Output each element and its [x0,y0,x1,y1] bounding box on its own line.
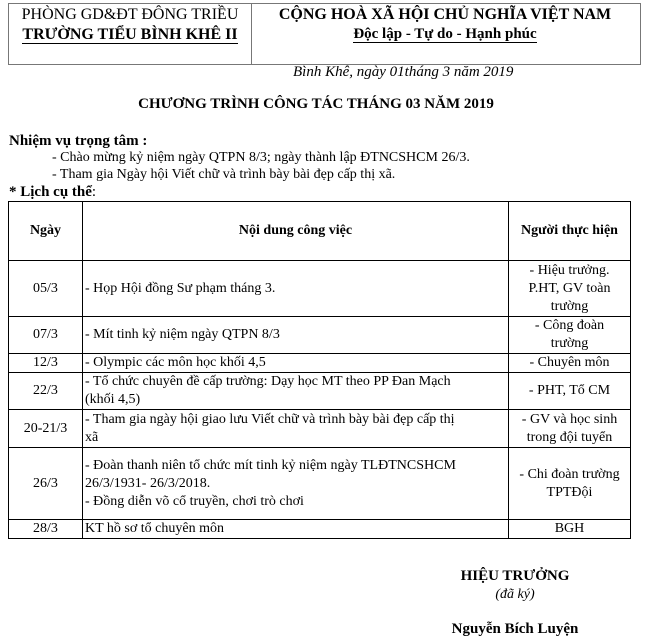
row-day: 12/3 [9,354,83,373]
column-header-day: Ngày [9,202,83,261]
row-content [83,317,509,354]
document-header [0,0,652,68]
row-content-line: - Tham gia ngày hội giao lưu Viết chữ và trình bày bài đẹp cấp thị [85,411,455,427]
table-row [9,448,631,520]
row-content-line: xã [85,429,99,445]
national-motto [250,26,640,43]
row-person [509,261,631,317]
date-line: Bình Khê, ngày 01tháng 3 năm 2019 [293,64,514,80]
national-title: CỘNG HOÀ XÃ HỘI CHỦ NGHĨA VIỆT NAM [278,6,612,23]
row-person-line: - PHT, Tổ CM [528,383,611,398]
row-content [83,354,509,373]
row-person [509,448,631,520]
row-person-line: P.HT, GV toàn [528,280,611,296]
row-day: 20-21/3 [9,410,83,448]
row-content [83,448,509,520]
column-header-content: Nội dung công việc [83,202,509,261]
row-content [83,520,509,539]
row-content-line: - Mít tinh kỷ niệm ngày QTPN 8/3 [85,327,280,342]
row-person-line: - Chi đoàn trường [519,466,620,482]
row-content-line: 26/3/1931- 26/3/2018. [85,475,211,491]
row-content-line: - Tổ chức chuyên đề cấp trường: Dạy học MT theo PP Đan Mạch [85,374,451,389]
row-person-line: trong đội tuyển [526,429,613,445]
row-day: 22/3 [9,373,83,410]
table-row [9,520,631,539]
schedule-body [9,261,631,539]
row-person-line: - Công đoàn [534,318,605,333]
row-content-line: - Olympic các môn học khối 4,5 [85,355,266,370]
row-content-line: - Đồng diễn võ cổ truyền, chơi trò chơi [85,493,304,509]
national-motto-text: Độc lập - Tự do - Hạnh phúc [353,26,537,42]
table-row [9,373,631,410]
row-content-line: (khối 4,5) [85,392,141,407]
row-content-line: - Đoàn thanh niên tổ chức mít tinh kỷ niệm ngày TLĐTNCSHCM [85,457,456,473]
row-person-line: - Hiệu trưởng. [529,262,610,278]
row-person [509,354,631,373]
table-row [9,410,631,448]
school-name [9,26,251,44]
row-content [83,373,509,410]
table-row [9,261,631,317]
signature-name: Nguyễn Bích Luyện [451,621,579,637]
signature-title: HIỆU TRƯỞNG [460,568,570,584]
row-day: 28/3 [9,520,83,539]
row-person-line: - GV và học sinh [521,411,618,427]
table-header-row [9,202,631,261]
schedule-table [8,201,631,539]
table-row [9,317,631,354]
row-day: 07/3 [9,317,83,354]
agency-block [8,3,252,65]
document-title: CHƯƠNG TRÌNH CÔNG TÁC THÁNG 03 NĂM 2019 [138,96,494,112]
school-name-text: TRƯỜNG TIỂU BÌNH KHÊ II [22,26,238,43]
row-person [509,520,631,539]
department-name: PHÒNG GD&ĐT ĐÔNG TRIỀU [21,6,239,23]
row-day: 05/3 [9,261,83,317]
schedule-heading-text: * Lịch cụ thể [9,184,92,200]
row-content-line: - Họp Hội đồng Sư phạm tháng 3. [85,280,276,296]
table-row [9,354,631,373]
focus-item: - Tham gia Ngày hội Viết chữ và trình bày bài đẹp cấp thị xã. [52,167,396,182]
row-person-line: BGH [554,521,585,536]
schedule-heading-colon: : [91,184,97,200]
row-day: 26/3 [9,448,83,520]
row-person [509,317,631,354]
row-person-line: - Chuyên môn [529,355,610,370]
focus-item: - Chào mừng kỷ niệm ngày QTPN 8/3; ngày thành lập ĐTNCSHCM 26/3. [52,150,470,165]
row-content [83,261,509,317]
schedule-heading [9,184,96,201]
row-content-line: KT hồ sơ tổ chuyên môn [85,521,224,536]
national-block [250,3,641,65]
signature-note: (đã ký) [495,587,535,602]
row-person-line: trường [550,298,589,314]
row-person [509,410,631,448]
row-person-line: trường [550,336,589,351]
row-content [83,410,509,448]
focus-heading: Nhiệm vụ trọng tâm : [9,133,148,149]
row-person [509,373,631,410]
row-person-line: TPTĐội [546,484,593,500]
column-header-person: Người thực hiện [509,202,631,261]
